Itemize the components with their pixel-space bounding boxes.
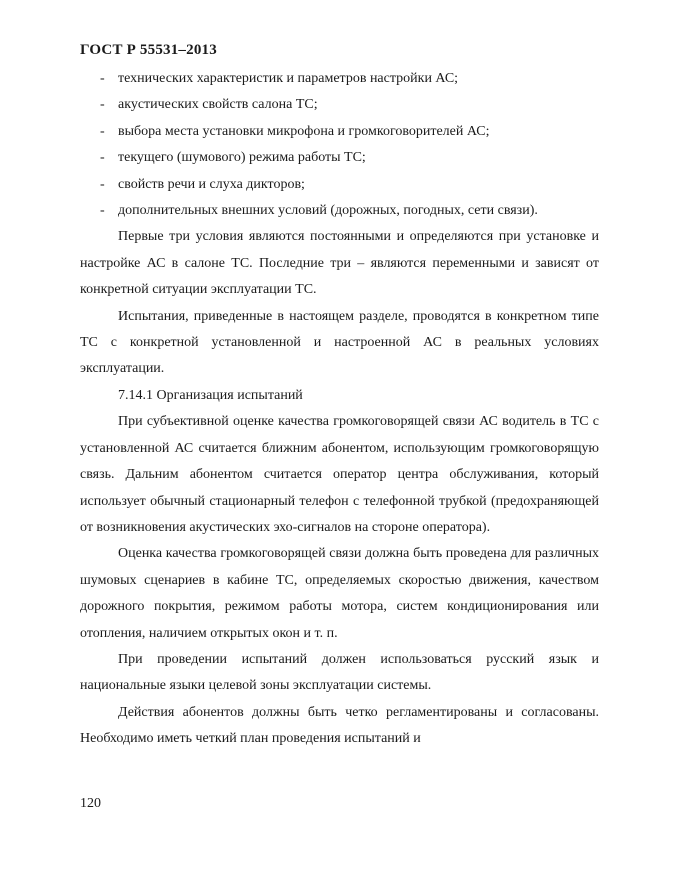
paragraph: При субъективной оценке качества громкоговорящей связи АС водитель в ТС с установленной АС считается ближним абонентом, использующим громкоговорящую связь. Дальним абонентом считается оператор центра обслуживания, который использует обычный стационарный телефон с телефонной трубкой (предохраняющей от возникновения акустических эхо-сигналов на стороне оператора). bbox=[80, 414, 599, 535]
document-body bbox=[80, 66, 599, 753]
list-item-text: технических характеристик и параметров настройки АС; bbox=[118, 71, 459, 86]
list-item-text: текущего (шумового) режима работы ТС; bbox=[118, 150, 366, 166]
list-marker: - bbox=[100, 71, 105, 86]
list-item-text: акустических свойств салона ТС; bbox=[118, 97, 318, 113]
list-item bbox=[80, 198, 599, 224]
list-marker: - bbox=[100, 203, 105, 219]
paragraph: Действия абонентов должны быть четко регламентированы и согласованы. Необходимо иметь четкий план проведения испытаний и bbox=[80, 704, 599, 747]
section-heading: 7.14.1 Организация испытаний bbox=[118, 387, 303, 403]
list-item-text: свойств речи и слуха дикторов; bbox=[118, 176, 305, 192]
paragraph: Испытания, приведенные в настоящем разделе, проводятся в конкретном типе ТС с конкретной установленной и настроенной АС в реальных условиях эксплуатации. bbox=[80, 308, 599, 377]
list-item bbox=[80, 66, 599, 92]
list-item bbox=[80, 172, 599, 198]
page-number: 120 bbox=[80, 796, 101, 811]
list-marker: - bbox=[100, 123, 105, 139]
list-item bbox=[80, 92, 599, 118]
list-item-text: дополнительных внешних условий (дорожных, погодных, сети связи). bbox=[118, 203, 538, 219]
list-marker: - bbox=[100, 176, 105, 192]
list-item bbox=[80, 145, 599, 171]
list-marker: - bbox=[100, 97, 105, 113]
list-marker: - bbox=[100, 150, 105, 166]
document-header: ГОСТ Р 55531–2013 bbox=[80, 42, 217, 58]
paragraph: Первые три условия являются постоянными и определяются при установке и настройке АС в салоне ТС. Последние три – являются переменными и зависят от конкретной ситуации эксплуатации ТС. bbox=[80, 229, 599, 298]
paragraph: При проведении испытаний должен использоваться русский язык и национальные языки целевой зоны эксплуатации системы. bbox=[80, 651, 599, 694]
list-item bbox=[80, 119, 599, 145]
paragraph: Оценка качества громкоговорящей связи должна быть проведена для различных шумовых сценариев в кабине ТС, определяемых скоростью движения, качеством дорожного покрытия, режимом работы мотора, систем кондиционирования или отопления, наличием открытых окон и т. п. bbox=[80, 546, 599, 641]
list-item-text: выбора места установки микрофона и громкоговорителей АС; bbox=[118, 123, 490, 139]
